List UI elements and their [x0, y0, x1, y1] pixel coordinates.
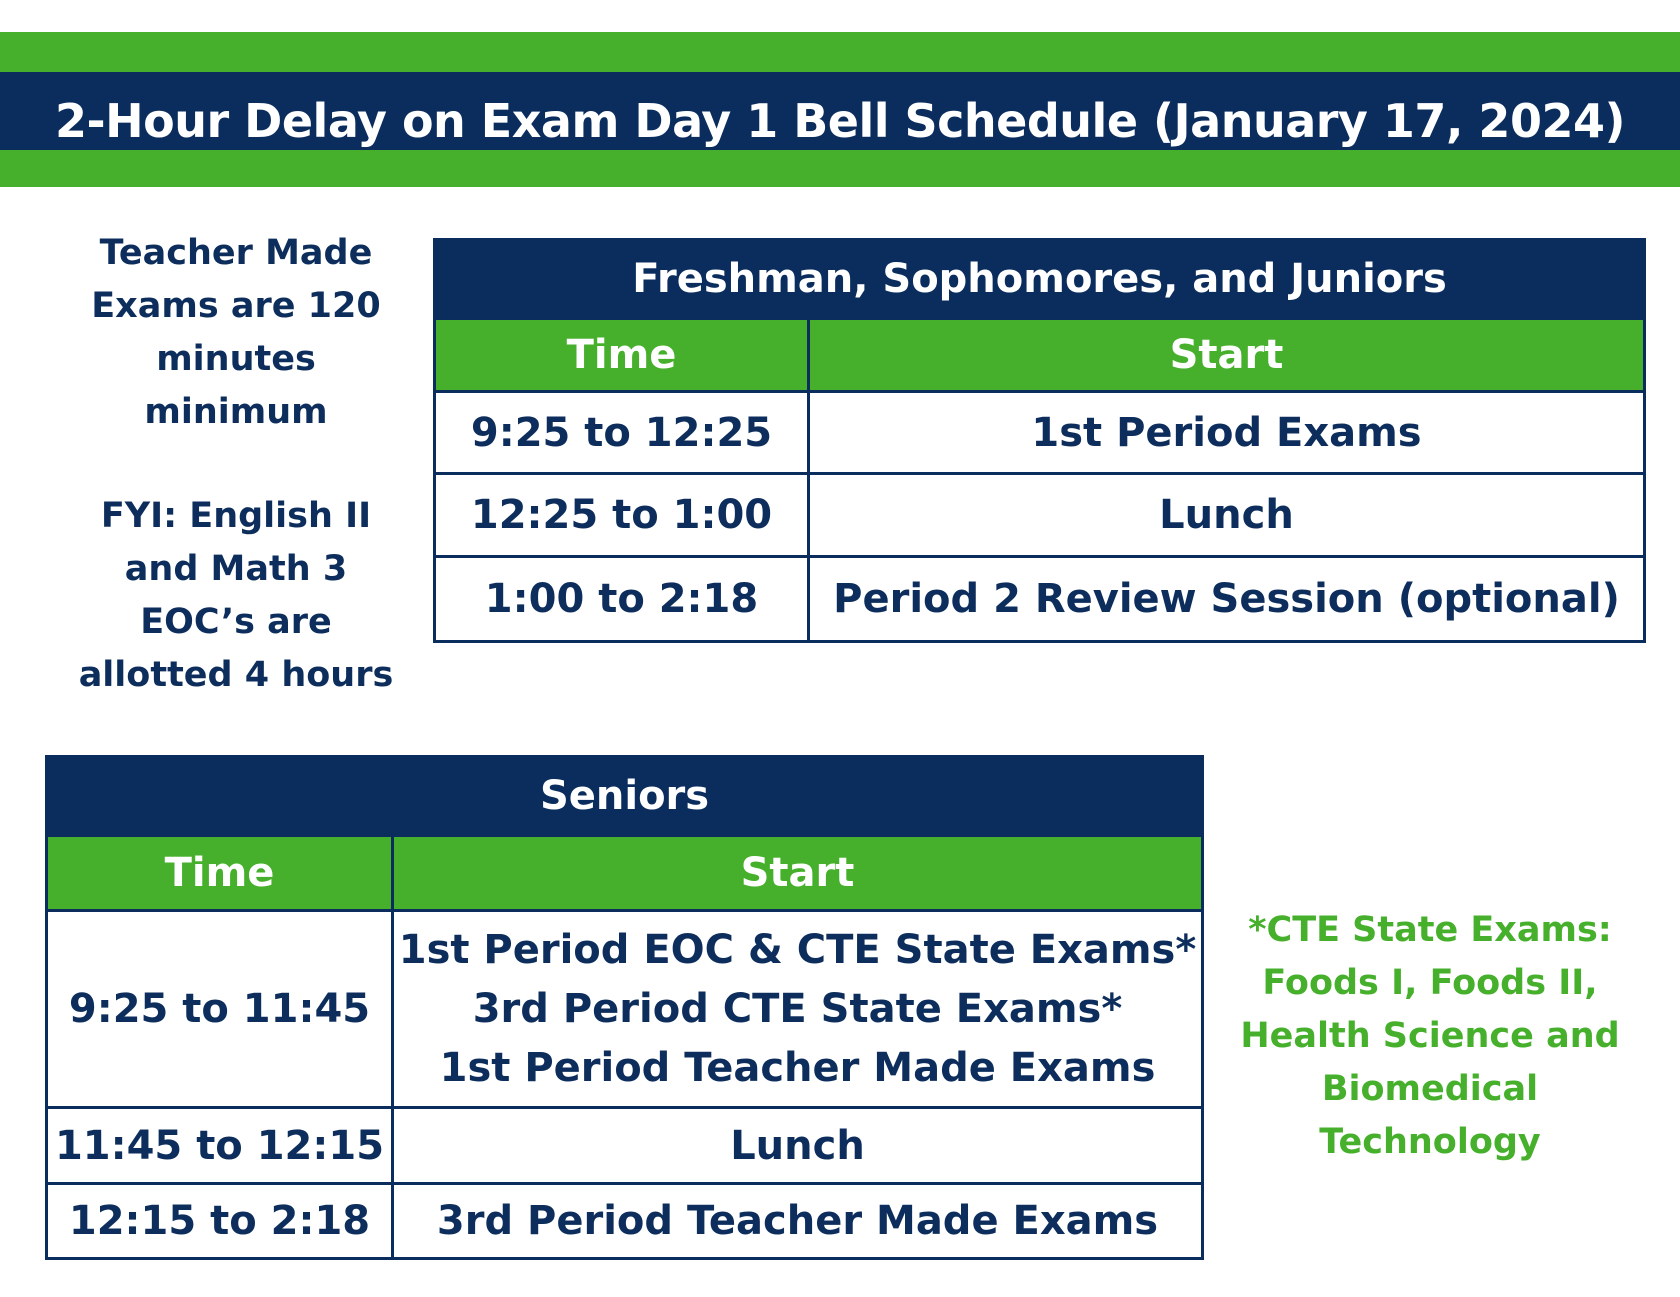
underclass-schedule-table — [433, 238, 1646, 643]
table-title-row — [47, 757, 1203, 836]
column-header-start: Start — [393, 836, 1203, 911]
column-header-time: Time — [435, 319, 809, 392]
note-line: Health Science and — [1240, 1016, 1620, 1056]
activity-line: 1st Period Teacher Made Exams — [439, 1044, 1156, 1091]
note-line: minutes — [156, 339, 316, 379]
activity-cell: 1st Period Exams — [809, 392, 1645, 474]
note-line: Biomedical — [1321, 1069, 1539, 1109]
table-header-row — [435, 319, 1645, 392]
activity-line: 3rd Period CTE State Exams* — [472, 985, 1123, 1032]
seniors-schedule-table — [45, 755, 1204, 1260]
fyi-note — [60, 490, 412, 702]
note-line: EOC’s are — [140, 602, 332, 642]
table-row — [435, 392, 1645, 474]
note-line: allotted 4 hours — [78, 655, 394, 695]
table-title: Seniors — [47, 757, 1203, 836]
cte-exams-footnote — [1220, 904, 1640, 1169]
note-line: Teacher Made — [99, 233, 373, 273]
table-title-row — [435, 240, 1645, 319]
column-header-time: Time — [47, 836, 393, 911]
note-line: FYI: English II — [100, 496, 372, 536]
activity-cell: Lunch — [809, 474, 1645, 557]
note-line: and Math 3 — [124, 549, 348, 589]
activity-cell: Lunch — [393, 1108, 1203, 1184]
table-row — [435, 557, 1645, 642]
table-row — [47, 1184, 1203, 1259]
note-line: Foods I, Foods II, — [1262, 963, 1598, 1003]
activity-cell: 3rd Period Teacher Made Exams — [393, 1184, 1203, 1259]
time-cell: 9:25 to 11:45 — [47, 911, 393, 1108]
activity-cell — [393, 911, 1203, 1108]
table-row — [47, 1108, 1203, 1184]
activity-cell: Period 2 Review Session (optional) — [809, 557, 1645, 642]
table-header-row — [47, 836, 1203, 911]
page-title: 2-Hour Delay on Exam Day 1 Bell Schedule (January 17, 2024) — [55, 94, 1625, 148]
time-cell: 1:00 to 2:18 — [435, 557, 809, 642]
time-cell: 9:25 to 12:25 — [435, 392, 809, 474]
time-cell: 11:45 to 12:15 — [47, 1108, 393, 1184]
header-stripe-top — [0, 32, 1680, 72]
table-row — [47, 911, 1203, 1108]
note-line: Technology — [1319, 1122, 1541, 1162]
teacher-exam-note — [60, 227, 412, 439]
table-row — [435, 474, 1645, 557]
table-title: Freshman, Sophomores, and Juniors — [435, 240, 1645, 319]
note-line: Exams are 120 — [91, 286, 381, 326]
time-cell: 12:15 to 2:18 — [47, 1184, 393, 1259]
time-cell: 12:25 to 1:00 — [435, 474, 809, 557]
note-line: *CTE State Exams: — [1248, 910, 1612, 950]
column-header-start: Start — [809, 319, 1645, 392]
note-line: minimum — [144, 392, 328, 432]
activity-line: 1st Period EOC & CTE State Exams* — [398, 926, 1197, 973]
